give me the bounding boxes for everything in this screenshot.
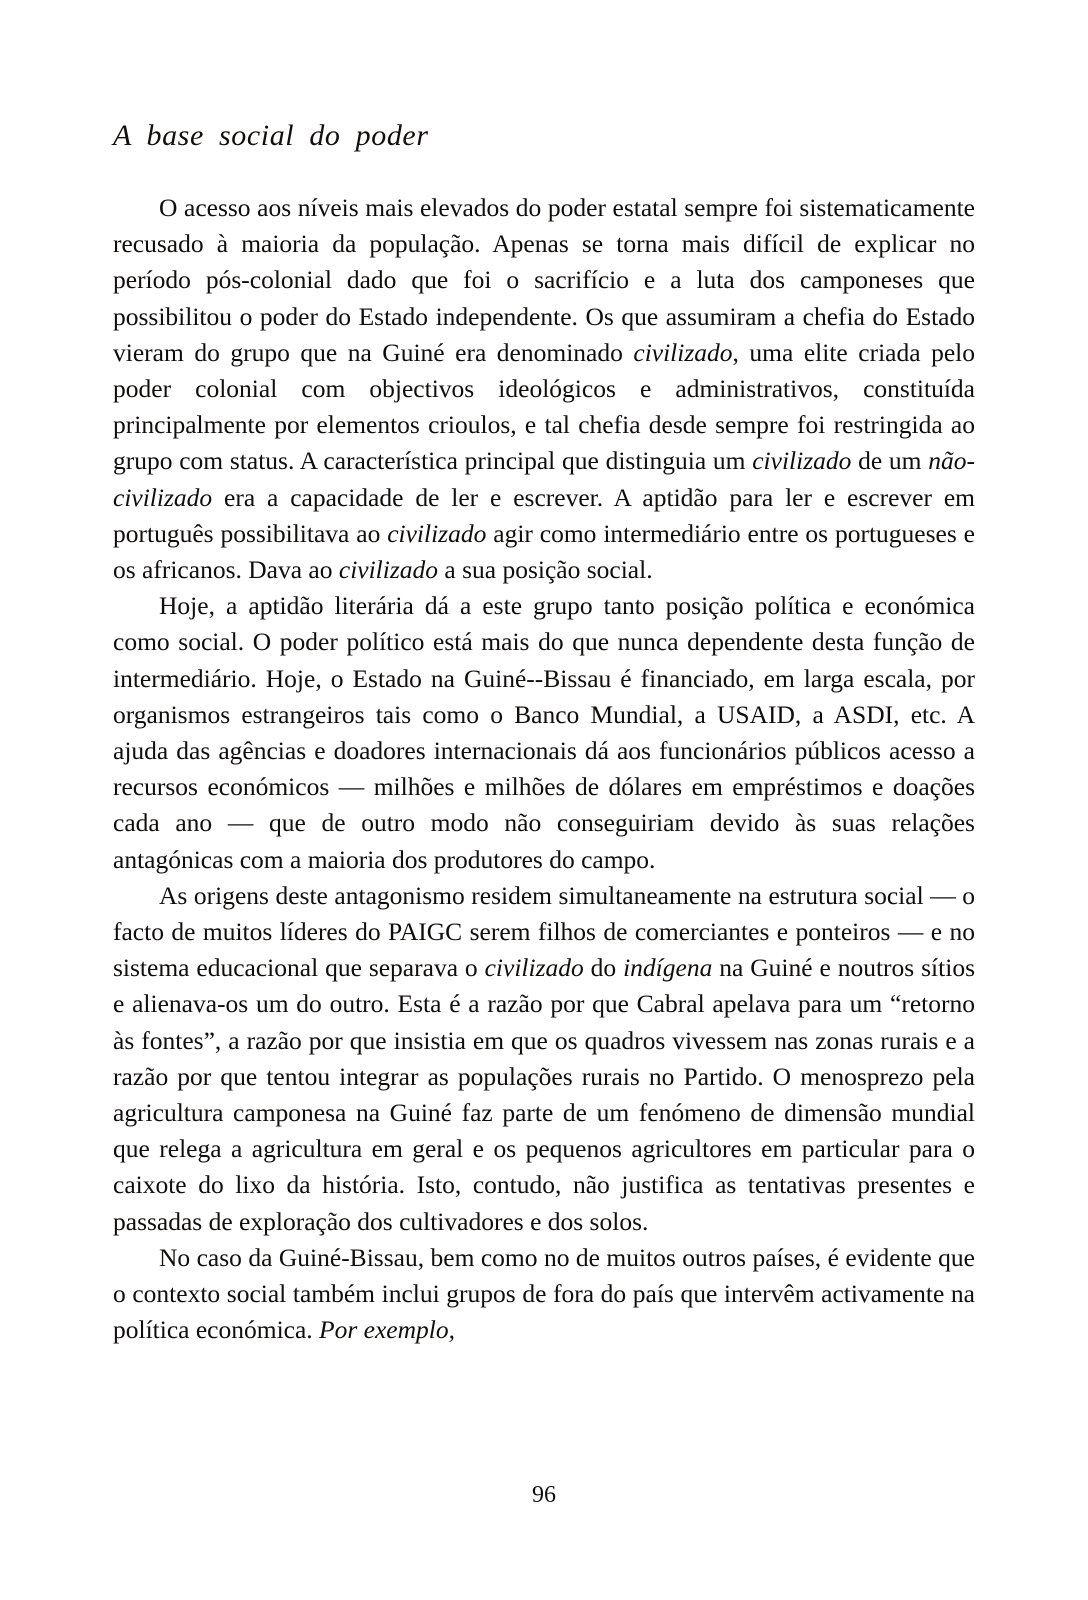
body-text — [113, 154, 975, 1349]
italic-term: Por exemplo, — [319, 1315, 456, 1345]
paragraph-1: O acesso aos níveis mais elevados do poder estatal sempre foi sistematicamente recusado à maioria da população. Apenas se torna mais difícil de explicar no período pós-colonial dado que foi o sacrifício e a luta dos camponeses que possibilitou o poder do Estado independente. Os que assumiram a chefia do Estado vieram do grupo que na Guiné era denominado civilizado, uma elite criada pelo poder colonial com objectivos ideológicos e administrativos, constituída principalmente por elementos crioulos, e tal chefia desde sempre foi restringida ao grupo com status. A característica principal que distinguia um civilizado de um não-civilizado era a capacidade de ler e escrever. A aptidão para ler e escrever em português possibilitava ao civilizado agir como intermediário entre os portugueses e os africanos. Dava ao civilizado a sua posição social. — [113, 193, 976, 585]
page-title: A base social do poder — [113, 119, 429, 152]
italic-term: civilizado — [752, 446, 852, 476]
italic-term: indígena — [623, 953, 713, 983]
italic-term: civilizado — [338, 555, 439, 585]
paragraph-4: No caso da Guiné-Bissau, bem como no de muitos outros países, é evidente que o contexto social também inclui grupos de fora do país que intervêm activamente na política económica. Por exemplo, — [113, 1242, 975, 1345]
italic-term: civilizado — [484, 953, 584, 983]
italic-term: civilizado — [633, 337, 733, 367]
page-number: 96 — [532, 1482, 556, 1508]
italic-term: civilizado — [387, 518, 487, 548]
paragraph-2: Hoje, a aptidão literária dá a este grupo tanto posição política e económica como social. O poder político está mais do que nunca dependente desta função de intermediário. Hoje, o Estado na Guiné-​-Bissau é financiado, em larga escala, por organismos estrangeiros tais como o Banco Mundial, a USAID, a ASDI, etc. A ajuda das agências e doadores internacionais dá aos funcionários públicos acesso a recursos económicos — milhões e milhões de dólares em empréstimos e doações cada ano — que de outro modo não conseguiriam devido às suas relações antagónicas com a maioria dos produtores do campo. — [113, 591, 975, 874]
italic-term: não-civilizado — [113, 446, 976, 512]
paragraph-3: As origens deste antagonismo residem simultaneamente na estrutura social — o facto de muitos líderes do PAIGC serem filhos de comerciantes e ponteiros — e no sistema educacional que separava o civilizado do indígena na Guiné e noutros sítios e alienava-os um do outro. Esta é a razão por que Cabral apelava para um “retorno às fontes”, a razão por que insistia em que os quadros vivessem nas zonas rurais e a razão por que tentou integrar as populações rurais no Partido. O menosprezo pela agricultura camponesa na Guiné faz parte de um fenómeno de dimensão mundial que relega a agricultura em geral e os pequenos agricultores em particular para o caixote do lixo da história. Isto, contudo, não justifica as tentativas presentes e passadas de exploração dos cultivadores e dos solos. — [113, 880, 975, 1236]
page-text-column — [113, 0, 975, 1349]
